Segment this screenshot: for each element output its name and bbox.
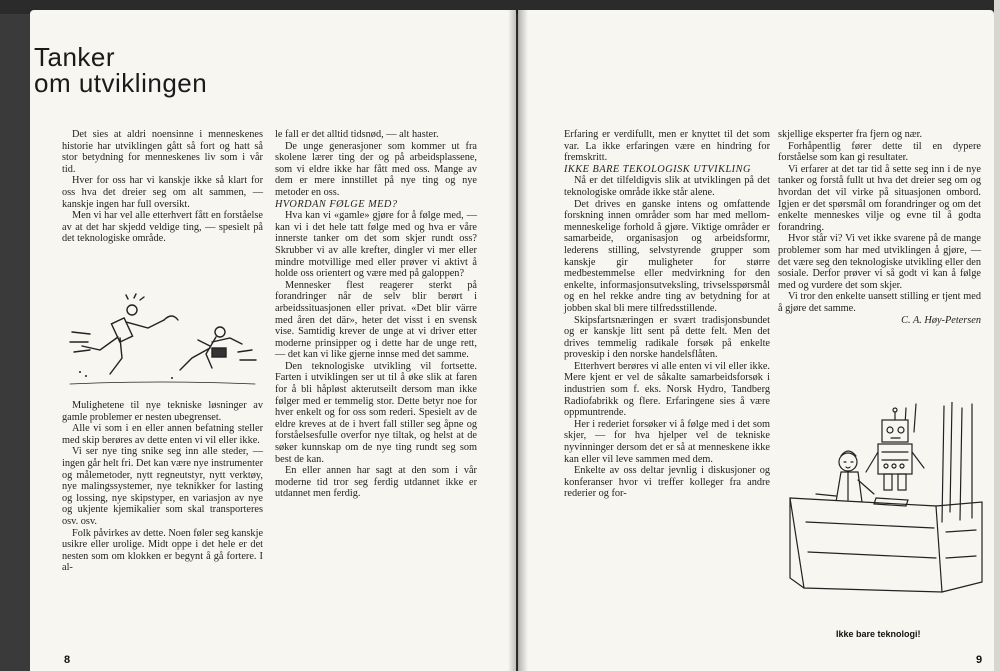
title-line-1: Tanker — [34, 42, 116, 72]
book-gutter — [508, 10, 528, 671]
paragraph: Vi ser nye ting snike seg inn alle steder, — ingen går helt fri. Det kan være nye instrumenter og målemetoder, nytt regneutstyr, nytt verktøy, nye malingssystemer, nye teknikker for lasting og lossing, nye skipstyper, en variasjon av nye og ukjente kjemikalier som skal transporteres osv. osv. — [62, 446, 264, 527]
paragraph: Alle vi som i en eller annen befatning steller med skip berøres av dette enten vi vil eller ikke. — [62, 423, 263, 446]
page-edge — [994, 0, 1000, 671]
paragraph: Enkelte av oss deltar jevnlig i diskusjoner og konferanser hvor vi treffer kolleger fra andre rederier og for- — [564, 465, 770, 500]
paragraph: Forhåpentlig fører dette til en dypere forståelse som kan gi resultater. — [778, 140, 981, 164]
paragraph: Nå er det tilfeldigvis slik at utviklingen på det teknologiske område ikke står alene. — [564, 175, 770, 198]
left-column-1-bottom — [62, 400, 263, 574]
paragraph: De unge generasjoner som kommer ut fra skolene lærer ting der og på arbeidsplassene, som vi eldre ikke har fått med oss. Mange av dem er mere innstillet på nye ting og nye metoder en oss. — [275, 140, 477, 198]
section-heading: HVORDAN FØLGE MED? — [275, 198, 398, 210]
robot-at-desk-illustration — [786, 402, 986, 628]
section-heading: IKKE BARE TEKOLOGISK UTVIKLING — [564, 163, 751, 175]
paragraph: Skipsfartsnæringen er svært tradisjonsbundet og er kanskje litt sent på dette felt. Men det drives temmelig radikale forsøk på enkelte proveskip i den norske handelsflåten. — [564, 314, 770, 361]
paragraph: Etterhvert berøres vi alle enten vi vil eller ikke. Mere kjent er vel de såkalte samarbeidsforsøk i industrien som f. eks. Norsk Hydro, Tandberg Radiofabrikk og flere. Erfaringene sies å være oppmuntrende. — [564, 360, 770, 419]
paragraph: Erfaring er verdifullt, men er knyttet til det som var. La ikke erfaringen være en hindring for fremskritt. — [564, 129, 770, 164]
paragraph: Folk påvirkes av dette. Noen føler seg kanskje usikre eller urolige. Midt oppe i det hele er det nesten som om klokken er begynt å gå fortere. I al- — [62, 527, 264, 574]
paragraph: Vi erfarer at det tar tid å sette seg inn i de nye tanker og forstå fullt ut hva det dreier seg om og hvordan det vil virke på situasjonen ombord. Igjen er det spørsmål om forandringer og om det enkelte menneskes vilje og evne til å godta forandring. — [778, 163, 981, 233]
right-column-1 — [564, 129, 770, 500]
page-number-left: 8 — [64, 654, 71, 666]
paragraph: Hvor står vi? Vi vet ikke svarene på de mange problemer som har med utviklingen å gjøre, — det være seg den teknologiske utvikling eller den sosiale. Derfor prøver vi så godt vi kan å følge med og vurdere det som skjer. — [778, 233, 981, 291]
paragraph: Mulighetene til nye tekniske løsninger av gamle problemer er nesten ubegrenset. — [62, 400, 263, 423]
paragraph: Det drives en ganske intens og omfattende forskning innen områder som har med mellom-menneskelige forhold å gjøre. Viktige områder er samarbeide, organisasjon og arbeidsformr, lederens stilling, selvstyrende grupper som kanskje gir muligheter for større medbestemmelse eller medvirkning for den enkelte, informasjonsutveksling, trivselsspørsmål og en hel rekke andre ting av betydning for at jobben skal bli mere tilfredsstillende. — [564, 198, 770, 314]
paragraph: Det sies at aldri noensinne i menneskenes historie har utviklingen gått så fort og hatt så stor betydning for menneskenes liv som i vår tid. — [62, 129, 263, 175]
paragraph: Hver for oss har vi kanskje ikke så klart for oss hva det dreier seg om alt sammen, — kanskje ingen har full oversikt. — [62, 175, 263, 210]
page-number-right: 9 — [976, 654, 983, 666]
author-signature: C. A. Høy-Petersen — [901, 314, 981, 326]
paragraph: Vi tror den enkelte uansett stilling er tjent med å gjøre det samme. — [778, 291, 981, 314]
paragraph: Mennesker flest reagerer sterkt på forandringer når de selv blir berørt i arbeidssituasjonen eller privat. «Det blir värre med åren det där», heter det visst i en svensk vise. Samtidig krever de unge at vi driver etter moderne prinsipper og i dette har de unge rett, — det kan vi like gjerne innse med det samme. — [275, 279, 477, 361]
paragraph: skjellige eksperter fra fjern og nær. — [778, 129, 923, 140]
paragraph: Hva kan vi «gamle» gjøre for å følge med, — kan vi i det hele tatt følge med og hva er våre innerste tanker om det som skjer rundt oss? Skrubber vi av alle krefter, dingler vi mer eller mindre motvillige med eller prøver vi aktivt å holde oss orientert og være med på galoppen? — [275, 210, 477, 280]
right-column-2 — [778, 129, 981, 326]
paragraph: le fall er det alltid tidsnød, — alt haster. — [275, 129, 439, 140]
running-men-illustration — [60, 292, 265, 392]
left-column-1-top — [62, 129, 263, 245]
title-line-2: om utviklingen — [34, 68, 208, 98]
illustration-caption: Ikke bare teknologi! — [836, 629, 921, 639]
paragraph: En eller annen har sagt at den som i vår moderne tid tror seg ferdig utdannet ikke er utdannet men ferdig. — [275, 465, 477, 500]
left-column-2 — [275, 129, 477, 500]
paragraph: Men vi har vel alle etterhvert fått en forståelse av at det har skjedd veldige ting, — spesielt på det teknologiske område. — [62, 210, 263, 245]
article-title — [34, 44, 207, 96]
paragraph: Her i rederiet forsøker vi å følge med i det som skjer, — for hva hjelper vel de tekniske nyvinninger dersom det er så at menneskene ikke kan eller vil leve sammen med dem. — [564, 418, 770, 465]
paragraph: Den teknologiske utvikling vil fortsette. Farten i utviklingen ser ut til å øke slik at faren for å bli håpløst akterutseilt dersom man ikke følger med er temmelig stor. Dette betyr noe for hver enkelt og for oss som rederi. Spesielt av de eldre kreves at de i hvert fall stiller seg åpne og forståelsesfulle overfor nye tiltak, og helst at de søker kunnskap om de nye ting rundt seg som best de kan. — [275, 360, 477, 465]
